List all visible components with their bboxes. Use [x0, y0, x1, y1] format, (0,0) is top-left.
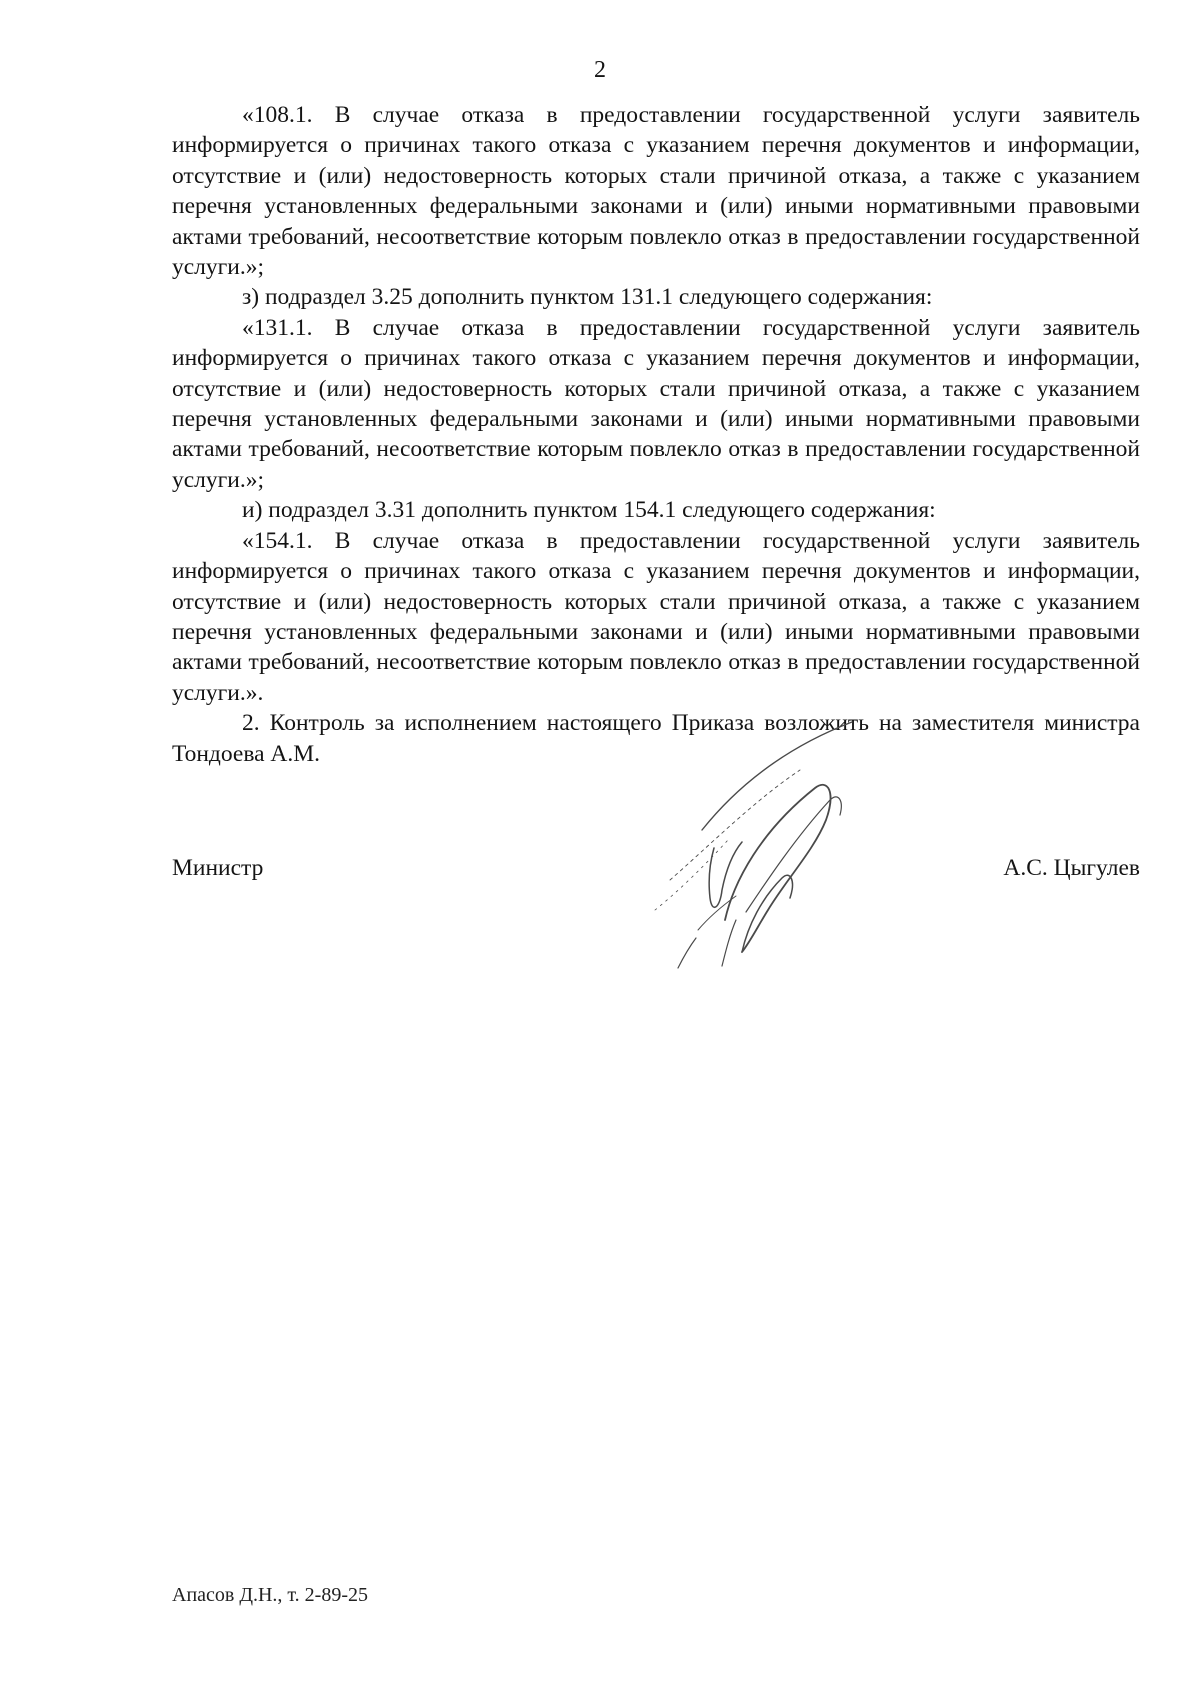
paragraph-item-z: з) подраздел 3.25 дополнить пунктом 131.1 следующего содержания: — [242, 284, 933, 311]
signatory-name: А.С. Цыгулев — [1003, 855, 1140, 881]
handwritten-signature — [650, 720, 900, 990]
executor-contact: Апасов Д.Н., т. 2-89-25 — [172, 1584, 368, 1606]
paragraph-154-1: «154.1. В случае отказа в предоставлении государственной услуги заявитель информируется о причинах такого отказа с указанием перечня документов и информации, отсутствие и (или) недостоверность которых стали причиной отказа, а также с указанием перечня установленных федеральными законами и (или) иными нормативными правовыми актами требований, несоответствие которым повлекло отказ в предоставлении государственной услуги.». — [172, 527, 1140, 706]
signatory-title: Министр — [172, 855, 264, 881]
paragraph-2-control: 2. Контроль за исполнением настоящего Приказа возложить на заместителя министра Тондоева А.М. — [172, 710, 1140, 767]
page-number: 2 — [594, 57, 606, 83]
document-body — [172, 100, 1140, 769]
paragraph-131-1: «131.1. В случае отказа в предоставлении государственной услуги заявитель информируется о причинах такого отказа с указанием перечня документов и информации, отсутствие и (или) недостоверность которых стали причиной отказа, а также с указанием перечня установленных федеральными законами и (или) иными нормативными правовыми актами требований, несоответствие которым повлекло отказ в предоставлении государственной услуги.»; — [172, 314, 1140, 493]
paragraph-108-1: «108.1. В случае отказа в предоставлении государственной услуги заявитель информируется о причинах такого отказа с указанием перечня документов и информации, отсутствие и (или) недостоверность которых стали причиной отказа, а также с указанием перечня установленных федеральными законами и (или) иными нормативными правовыми актами требований, несоответствие которым повлекло отказ в предоставлении государственной услуги.»; — [172, 102, 1140, 281]
paragraph-item-i: и) подраздел 3.31 дополнить пунктом 154.1 следующего содержания: — [242, 497, 936, 524]
